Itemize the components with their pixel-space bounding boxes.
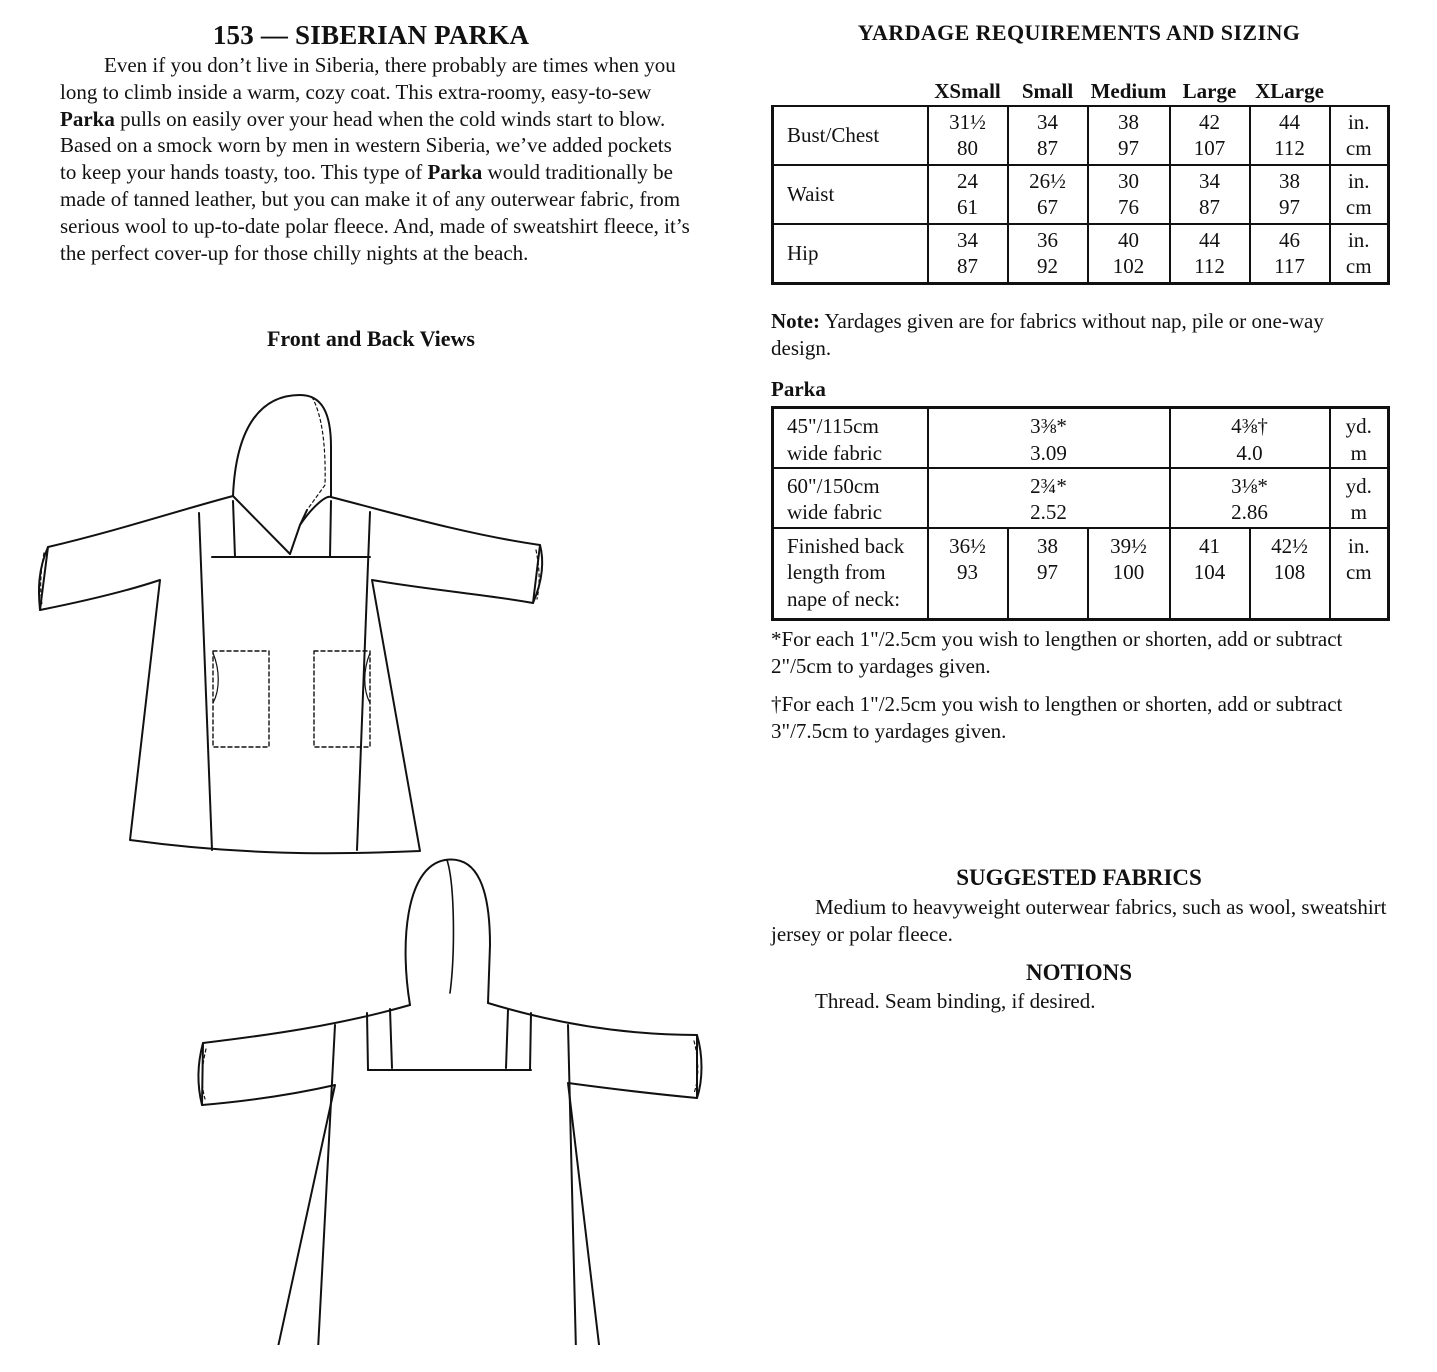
table-cell: 46 117 bbox=[1250, 224, 1330, 284]
row-label: Finished back length from nape of neck: bbox=[773, 528, 928, 620]
size-header: XLarge bbox=[1255, 79, 1324, 103]
sizing-table bbox=[771, 78, 1390, 285]
unit-cell: in. cm bbox=[1330, 528, 1389, 620]
parka-label: Parka bbox=[771, 377, 826, 401]
front-hood-inner bbox=[307, 397, 325, 510]
table-cell: 41 104 bbox=[1170, 528, 1250, 620]
parka-illustrations bbox=[0, 385, 740, 1345]
front-pocket-left bbox=[213, 651, 269, 747]
back-hood bbox=[406, 860, 490, 1005]
footnote-dagger: †For each 1"/2.5cm you wish to lengthen or shorten, add or subtract 3"/7.5cm to yardages given. bbox=[771, 692, 1343, 743]
intro-text-1: Even if you don’t live in Siberia, there probably are times when you long to climb inside a warm, cozy coat. This extra-roomy, easy-to-sew bbox=[60, 53, 676, 104]
unit-cell: in. cm bbox=[1330, 106, 1389, 165]
fabrics-text: Medium to heavyweight outerwear fabrics, such as wool, sweatshirt jersey or polar fleece. bbox=[771, 895, 1387, 946]
front-hood bbox=[233, 395, 331, 497]
table-cell: 4⅜† 4.0 bbox=[1170, 408, 1330, 468]
size-header: Medium bbox=[1090, 79, 1167, 103]
front-body-outline bbox=[40, 496, 540, 853]
page-title: 153 — SIBERIAN PARKA bbox=[212, 20, 530, 50]
intro-paragraph bbox=[60, 52, 690, 266]
footnote-asterisk: *For each 1"/2.5cm you wish to lengthen or shorten, add or subtract 2"/5cm to yardages given. bbox=[771, 627, 1343, 678]
unit-cell: in. cm bbox=[1330, 165, 1389, 224]
table-cell: 31½ 80 bbox=[928, 106, 1008, 165]
size-header: XSmall bbox=[934, 79, 1001, 103]
fabrics-heading: SUGGESTED FABRICS bbox=[956, 865, 1202, 890]
table-cell: 40 102 bbox=[1088, 224, 1170, 284]
table-cell: 34 87 bbox=[1170, 165, 1250, 224]
front-view-drawing bbox=[39, 395, 542, 853]
table-cell: 44 112 bbox=[1170, 224, 1250, 284]
table-cell: 34 87 bbox=[1008, 106, 1088, 165]
header-blank bbox=[773, 78, 928, 106]
table-row bbox=[773, 408, 1389, 468]
table-cell: 3⅜* 3.09 bbox=[928, 408, 1170, 468]
table-cell: 39½ 100 bbox=[1088, 528, 1170, 620]
table-row bbox=[773, 106, 1389, 165]
notions-heading: NOTIONS bbox=[1025, 960, 1133, 985]
size-header: Small bbox=[1021, 79, 1074, 103]
back-view-drawing bbox=[198, 860, 701, 1345]
intro-bold-1: Parka bbox=[60, 106, 115, 131]
note-label: Note: bbox=[771, 309, 820, 333]
table-cell: 36½ 93 bbox=[928, 528, 1008, 620]
table-cell: 2¾* 2.52 bbox=[928, 468, 1170, 528]
table-cell: 42 107 bbox=[1170, 106, 1250, 165]
notions-text: Thread. Seam binding, if desired. bbox=[815, 989, 1096, 1013]
table-row bbox=[773, 165, 1389, 224]
intro-text-3: would traditionally be made of tanned leather, but you can make it of any outerwear fabric, from serious wool to up-to-date polar fleece. And, made of sweatshirt fleece, it’s the perfect cover-up for those chilly nights at the beach. bbox=[60, 160, 690, 265]
table-row bbox=[773, 224, 1389, 284]
table-row bbox=[773, 528, 1389, 620]
unit-cell: in. cm bbox=[1330, 224, 1389, 284]
row-label: Bust/Chest bbox=[773, 106, 928, 165]
unit-cell: yd. m bbox=[1330, 468, 1389, 528]
table-cell: 38 97 bbox=[1088, 106, 1170, 165]
table-cell: 44 112 bbox=[1250, 106, 1330, 165]
size-header: Large bbox=[1182, 79, 1237, 103]
row-label: 60"/150cm wide fabric bbox=[773, 468, 928, 528]
front-hood-edge bbox=[233, 496, 331, 554]
table-cell: 36 92 bbox=[1008, 224, 1088, 284]
yardage-table bbox=[771, 406, 1390, 621]
row-label: Hip bbox=[773, 224, 928, 284]
table-cell: 38 97 bbox=[1250, 165, 1330, 224]
unit-cell: yd. m bbox=[1330, 408, 1389, 468]
back-body-outline bbox=[202, 1003, 697, 1345]
views-heading: Front and Back Views bbox=[266, 326, 475, 351]
note-text: Yardages given are for fabrics without nap, pile or one-way design. bbox=[771, 309, 1324, 360]
table-cell: 24 61 bbox=[928, 165, 1008, 224]
yardage-note bbox=[771, 308, 1387, 362]
header-blank bbox=[1330, 78, 1389, 106]
table-cell: 42½ 108 bbox=[1250, 528, 1330, 620]
table-row bbox=[773, 468, 1389, 528]
row-label: 45"/115cm wide fabric bbox=[773, 408, 928, 468]
table-cell: 34 87 bbox=[928, 224, 1008, 284]
table-cell: 38 97 bbox=[1008, 528, 1088, 620]
table-cell: 30 76 bbox=[1088, 165, 1170, 224]
table-cell: 3⅛* 2.86 bbox=[1170, 468, 1330, 528]
size-header-row bbox=[773, 78, 1389, 106]
yardage-heading: YARDAGE REQUIREMENTS AND SIZING bbox=[857, 20, 1301, 45]
table-cell: 26½ 67 bbox=[1008, 165, 1088, 224]
intro-text-2: pulls on easily over your head when the cold winds start to blow. Based on a smock worn by men in western Siberia, we’ve added pockets to keep your hands toasty, too. This type of bbox=[60, 106, 672, 185]
intro-bold-2: Parka bbox=[427, 160, 483, 185]
row-label: Waist bbox=[773, 165, 928, 224]
